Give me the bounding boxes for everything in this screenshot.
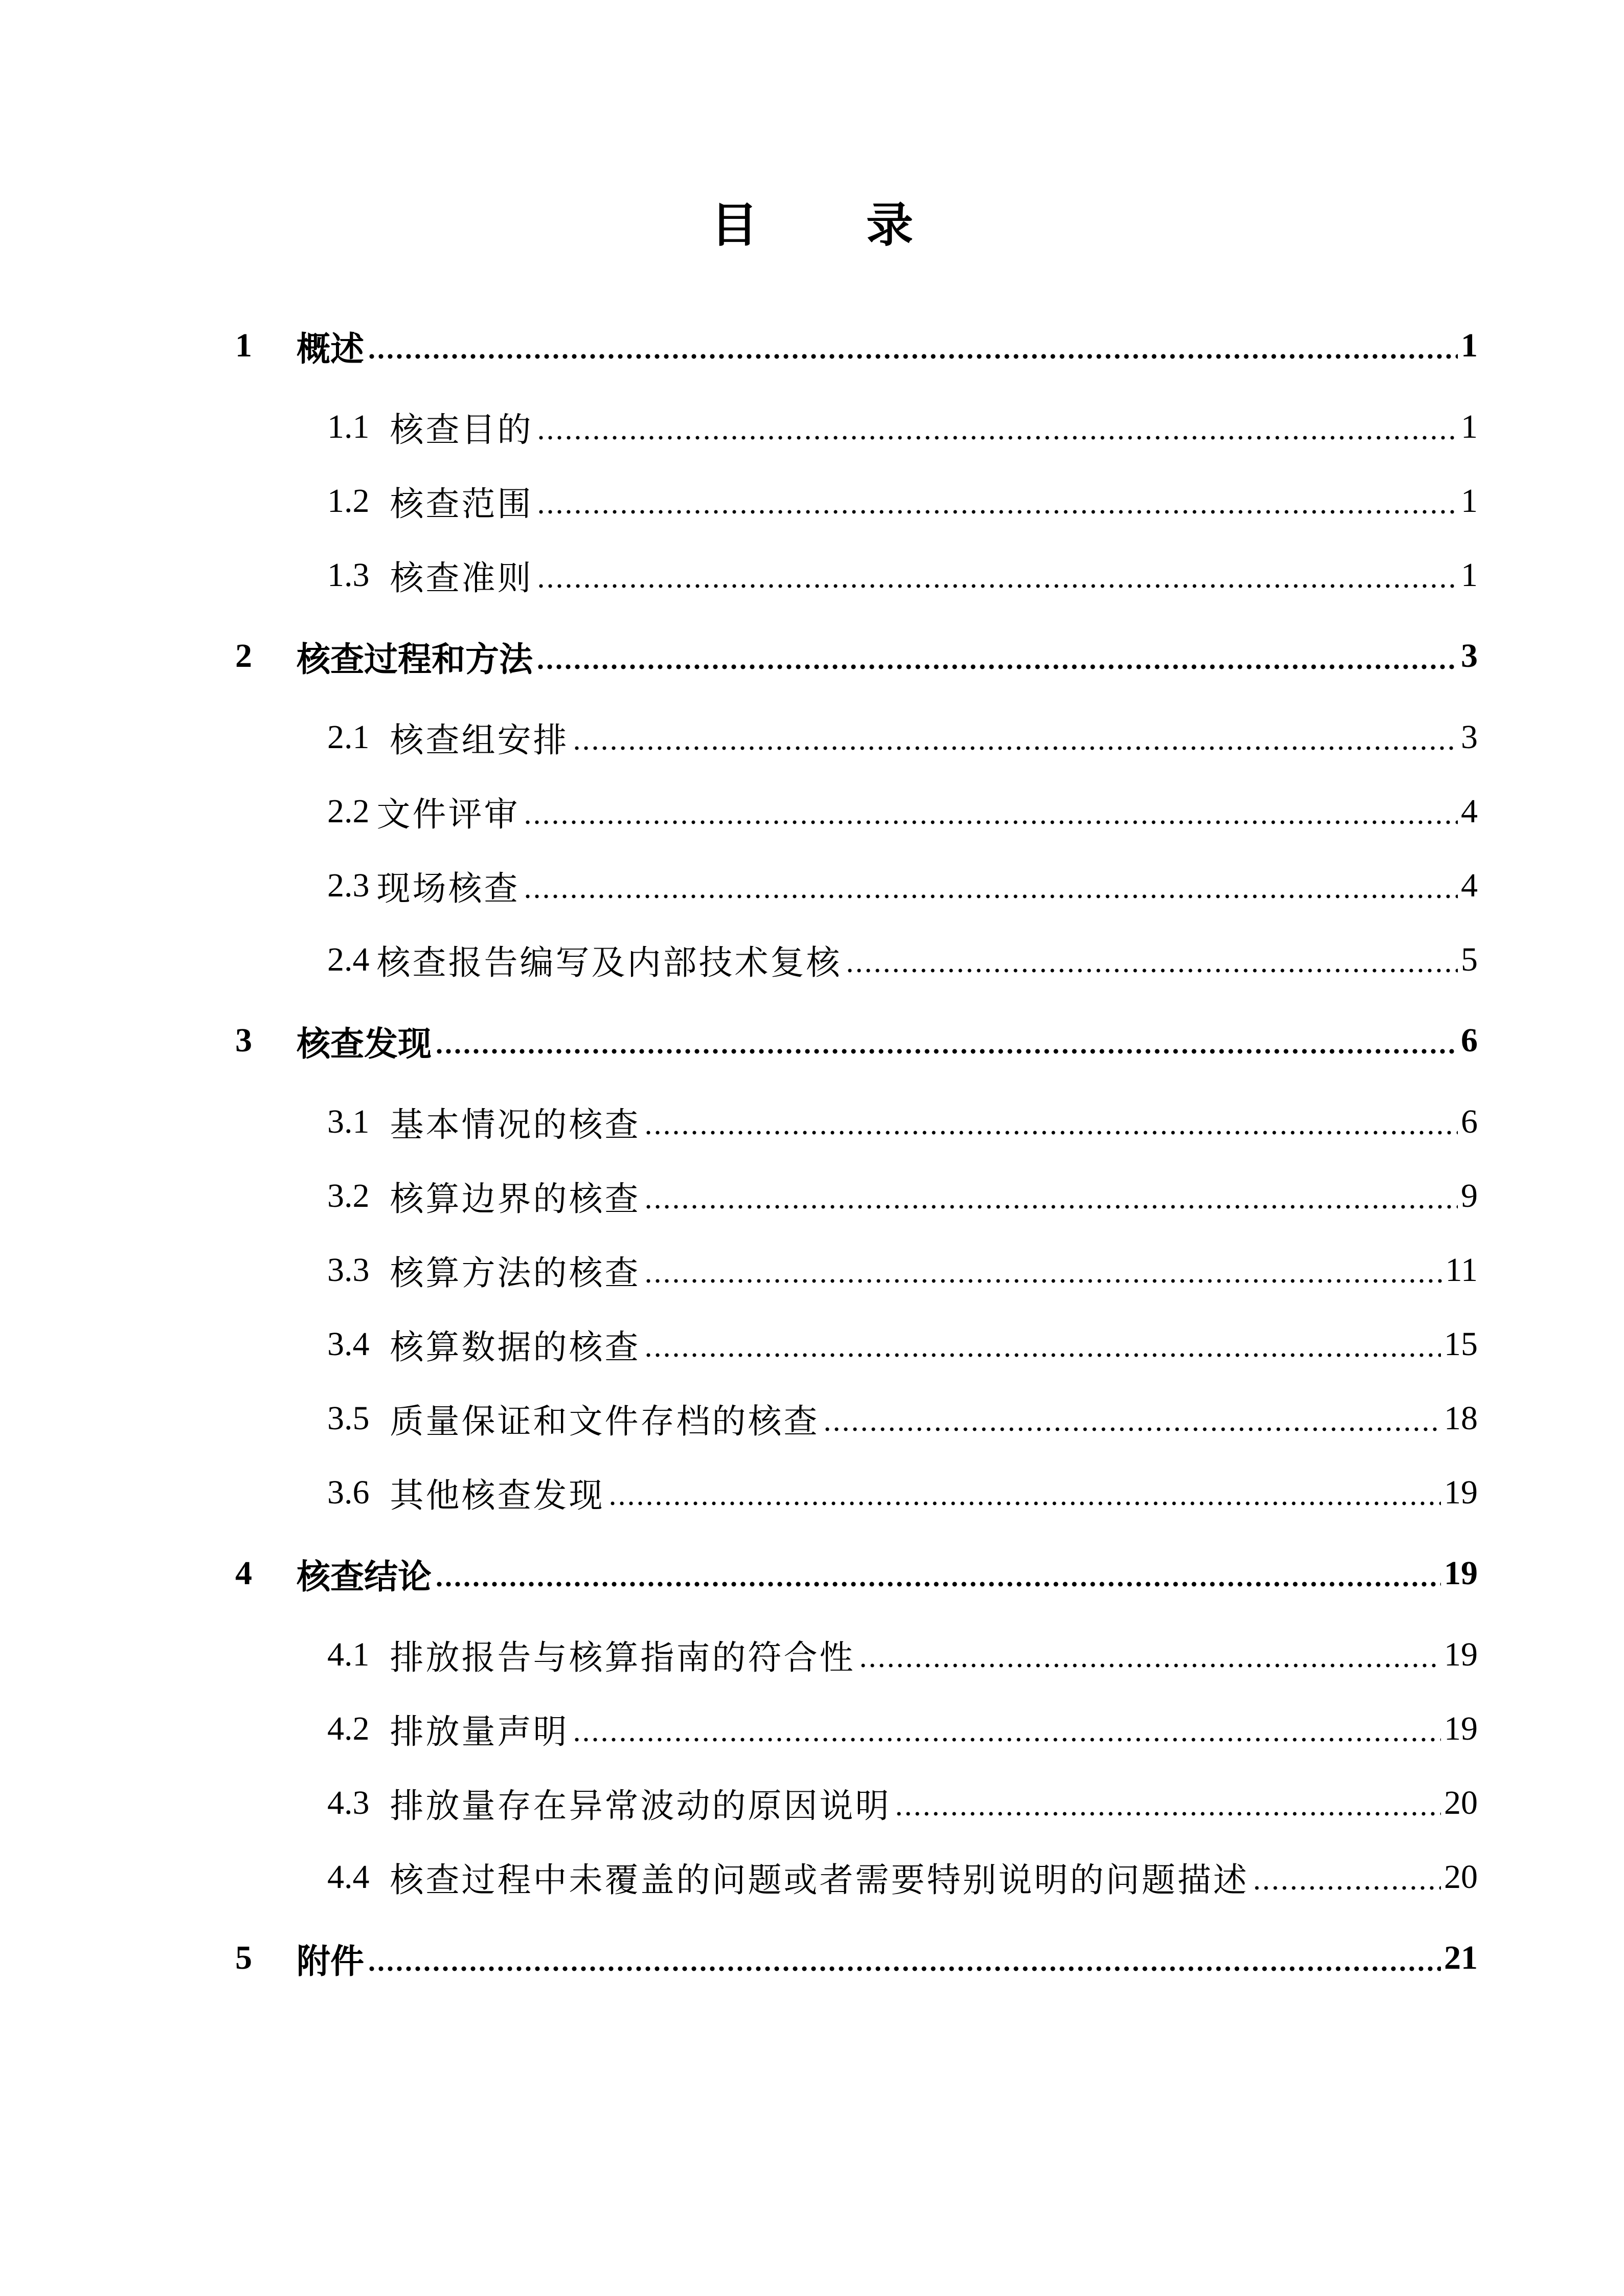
toc-entry-section-2-1[interactable] [235, 700, 1478, 774]
toc-entry-section-3-2[interactable] [235, 1159, 1478, 1233]
toc-entry-page: 6 [1461, 1102, 1478, 1140]
toc-entry-title: 核查结论 [297, 1556, 432, 1596]
toc-entry-section-2-3[interactable] [235, 848, 1478, 922]
dot-leader [435, 1558, 1441, 1589]
toc-entry-section-2[interactable] [235, 612, 1478, 700]
toc-entry-title: 核算边界的核查 [390, 1179, 641, 1219]
toc-entry-section-4-1[interactable] [235, 1617, 1478, 1692]
toc-entry-number: 2.1 [327, 718, 370, 756]
toc-entry-number: 4.1 [327, 1635, 370, 1673]
toc-entry-title: 基本情况的核查 [390, 1105, 641, 1144]
dot-leader [845, 944, 1458, 975]
toc-entry-title: 其他核查发现 [390, 1476, 605, 1515]
toc-entry-number: 3.1 [327, 1102, 370, 1140]
dot-leader [894, 1788, 1441, 1818]
toc-entry-section-1[interactable] [235, 302, 1478, 390]
toc-entry-number: 3.3 [327, 1251, 370, 1289]
dot-leader [644, 1107, 1458, 1137]
toc-entry-title: 核查目的 [390, 410, 533, 449]
toc-entry-number: 2.2 [327, 792, 370, 830]
toc-entry-number: 1.2 [327, 482, 370, 520]
toc-entry-page: 19 [1444, 1635, 1478, 1673]
toc-entry-title: 核查范围 [390, 484, 533, 524]
toc-entry-number: 5 [235, 1939, 252, 1976]
dot-leader [367, 330, 1458, 361]
toc-entry-title: 核查组安排 [390, 721, 569, 760]
page-title: 目 录 [710, 197, 960, 253]
dot-leader [536, 560, 1458, 591]
toc-entry-number: 4.2 [327, 1709, 370, 1747]
toc-entry-section-4[interactable] [235, 1529, 1478, 1617]
toc-entry-section-5[interactable] [235, 1914, 1478, 2002]
toc-entry-number: 2 [235, 637, 252, 674]
toc-entry-page: 20 [1444, 1784, 1478, 1821]
toc-entry-section-3-6[interactable] [235, 1455, 1478, 1529]
toc-entry-title: 核查发现 [297, 1023, 432, 1064]
toc-entry-number: 3 [235, 1022, 252, 1059]
toc-entry-page: 1 [1461, 556, 1478, 594]
dot-leader [859, 1639, 1441, 1670]
toc-entry-page: 9 [1461, 1177, 1478, 1214]
toc-entry-section-3-5[interactable] [235, 1381, 1478, 1455]
toc-entry-page: 1 [1461, 408, 1478, 445]
dot-leader [367, 1943, 1441, 1973]
toc-entry-title: 附件 [297, 1941, 364, 1981]
toc-entry-section-4-4[interactable] [235, 1840, 1478, 1914]
toc-entry-number: 2.4 [327, 940, 370, 978]
toc-entry-title: 概述 [297, 328, 364, 369]
toc-entry-page: 21 [1444, 1939, 1478, 1976]
toc-entry-page: 1 [1461, 482, 1478, 520]
dot-leader [644, 1255, 1442, 1286]
dot-leader [523, 870, 1458, 901]
toc-entry-section-3-4[interactable] [235, 1307, 1478, 1381]
toc-entry-section-2-2[interactable] [235, 774, 1478, 848]
dot-leader [608, 1477, 1441, 1508]
toc-entry-number: 3.5 [327, 1399, 370, 1437]
toc-entry-section-4-3[interactable] [235, 1766, 1478, 1840]
dot-leader [1252, 1862, 1441, 1893]
toc-entry-number: 1.3 [327, 556, 370, 594]
toc-entry-section-1-1[interactable] [235, 390, 1478, 464]
toc-entry-title: 现场核查 [376, 869, 520, 908]
toc-entry-title: 核算方法的核查 [390, 1253, 641, 1293]
toc-entry-page: 18 [1444, 1399, 1478, 1437]
toc-entry-number: 3.6 [327, 1473, 370, 1511]
dot-leader [572, 1714, 1441, 1744]
toc-entry-title: 核查过程和方法 [297, 639, 533, 679]
dot-leader [644, 1181, 1458, 1211]
toc-entry-page: 1 [1461, 327, 1478, 364]
toc-entry-title: 排放报告与核算指南的符合性 [390, 1638, 855, 1677]
toc-entry-number: 4.4 [327, 1858, 370, 1896]
toc-entry-section-3[interactable] [235, 997, 1478, 1085]
dot-leader [823, 1403, 1441, 1434]
toc-entry-title: 质量保证和文件存档的核查 [390, 1402, 820, 1441]
toc-entry-page: 6 [1461, 1022, 1478, 1059]
dot-leader [536, 412, 1458, 442]
toc-entry-page: 3 [1461, 718, 1478, 756]
toc-entry-page: 4 [1461, 866, 1478, 904]
toc-entry-title: 核查报告编写及内部技术复核 [376, 943, 842, 982]
toc-entry-title: 核查过程中未覆盖的问题或者需要特别说明的问题描述 [390, 1860, 1249, 1900]
toc-entry-number: 4 [235, 1555, 252, 1592]
toc-entry-section-3-1[interactable] [235, 1085, 1478, 1159]
toc-entry-title: 排放量声明 [390, 1712, 569, 1751]
toc-entry-section-2-4[interactable] [235, 922, 1478, 997]
dot-leader [572, 722, 1458, 753]
dot-leader [435, 1025, 1458, 1056]
toc-entry-number: 3.2 [327, 1177, 370, 1214]
toc-entry-number: 4.3 [327, 1784, 370, 1821]
toc-entry-page: 4 [1461, 792, 1478, 830]
toc-entry-section-1-3[interactable] [235, 538, 1478, 612]
dot-leader [536, 486, 1458, 516]
toc-entry-section-1-2[interactable] [235, 464, 1478, 538]
toc-entry-number: 1 [235, 327, 252, 364]
dot-leader [536, 641, 1458, 671]
table-of-contents [235, 302, 1478, 2002]
toc-entry-page: 5 [1461, 940, 1478, 978]
dot-leader [644, 1329, 1441, 1360]
toc-entry-title: 核算数据的核查 [390, 1327, 641, 1367]
dot-leader [523, 796, 1458, 827]
toc-entry-title: 排放量存在异常波动的原因说明 [390, 1786, 891, 1826]
toc-entry-title: 文件评审 [376, 795, 520, 834]
toc-entry-page: 19 [1444, 1473, 1478, 1511]
toc-entry-section-3-3[interactable] [235, 1233, 1478, 1307]
toc-entry-number: 1.1 [327, 408, 370, 445]
toc-entry-page: 19 [1444, 1709, 1478, 1747]
toc-entry-page: 11 [1445, 1251, 1478, 1289]
toc-entry-page: 15 [1444, 1325, 1478, 1363]
toc-entry-page: 19 [1444, 1555, 1478, 1592]
toc-entry-number: 3.4 [327, 1325, 370, 1363]
toc-entry-section-4-2[interactable] [235, 1692, 1478, 1766]
toc-entry-number: 2.3 [327, 866, 370, 904]
toc-entry-page: 20 [1444, 1858, 1478, 1896]
toc-entry-title: 核查准则 [390, 558, 533, 598]
toc-entry-page: 3 [1461, 637, 1478, 674]
